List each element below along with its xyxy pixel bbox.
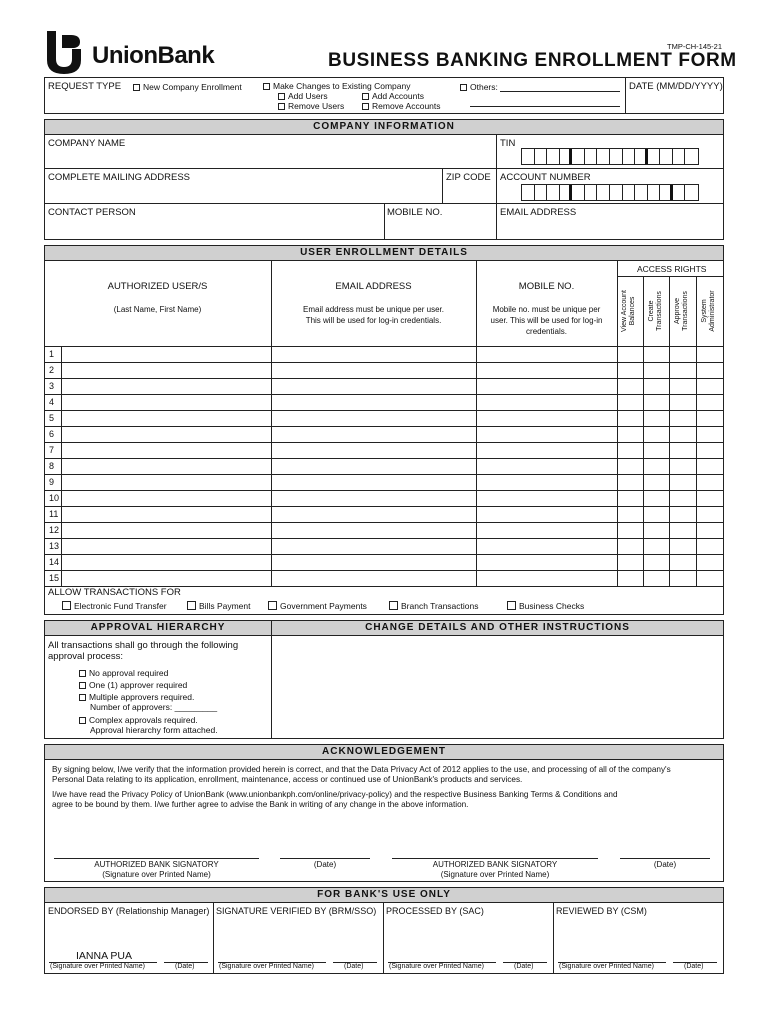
signatory-2-note: (Signature over Printed Name)	[440, 870, 550, 879]
approval-count[interactable]: Number of approvers: _________	[90, 702, 218, 712]
bank-date-note: (Date)	[175, 963, 195, 970]
date-label: DATE (MM/DD/YYYY)	[629, 81, 723, 92]
ack-header: ACKNOWLEDGEMENT	[44, 744, 724, 760]
row-number: 13	[49, 541, 60, 551]
mailing-address-label: COMPLETE MAILING ADDRESS	[48, 172, 191, 183]
approval-opt-none[interactable]: No approval required	[79, 668, 168, 678]
row-number: 10	[49, 493, 60, 503]
checkbox[interactable]	[79, 682, 86, 689]
checkbox[interactable]	[278, 103, 285, 110]
endorsed-by-label: ENDORSED BY (Relationship Manager)	[48, 906, 210, 916]
table-row[interactable]	[44, 506, 724, 507]
approval-complex-note: Approval hierarchy form attached.	[90, 725, 218, 735]
bank-signature-note: (Signature over Printed Name)	[559, 963, 654, 970]
col-email-label: EMAIL ADDRESS	[335, 281, 412, 292]
changes-box[interactable]	[271, 635, 724, 739]
approval-intro-2: approval process:	[48, 651, 123, 662]
new-company-option[interactable]: New Company Enrollment	[133, 82, 242, 92]
gov-option[interactable]: Government Payments	[268, 601, 367, 611]
remove-accounts-option[interactable]: Remove Accounts	[362, 101, 441, 111]
add-accounts-option[interactable]: Add Accounts	[362, 91, 424, 101]
account-number-label: ACCOUNT NUMBER	[500, 172, 591, 183]
checkbox[interactable]	[278, 93, 285, 100]
row-number: 14	[49, 557, 60, 567]
others-option[interactable]: Others:	[460, 82, 498, 92]
access-view-label: View Account Balances	[621, 290, 636, 332]
checkbox[interactable]	[460, 84, 467, 91]
others-line[interactable]	[500, 91, 620, 92]
endorser-name: IANNA PUA	[76, 950, 133, 962]
approval-opt-one[interactable]: One (1) approver required	[79, 680, 187, 690]
table-row[interactable]	[44, 362, 724, 363]
row-number: 5	[49, 413, 55, 423]
processed-by-label: PROCESSED BY (SAC)	[386, 906, 484, 916]
company-name-label: COMPANY NAME	[48, 138, 126, 149]
bills-option[interactable]: Bills Payment	[187, 601, 251, 611]
row-number: 12	[49, 525, 60, 535]
changes-header: CHANGE DETAILS AND OTHER INSTRUCTIONS	[271, 620, 724, 636]
row-number: 11	[49, 509, 59, 519]
user-enrollment-header: USER ENROLLMENT DETAILS	[44, 245, 724, 261]
checkbox[interactable]	[389, 601, 398, 610]
verified-by-label: SIGNATURE VERIFIED BY (BRM/SSO)	[216, 906, 377, 916]
table-row[interactable]	[44, 378, 724, 379]
tin-field[interactable]	[521, 148, 699, 165]
row-number: 1	[49, 349, 55, 359]
row-number: 7	[49, 445, 55, 455]
mobile-label: MOBILE NO.	[387, 207, 443, 218]
row-number: 9	[49, 477, 55, 487]
add-users-option[interactable]: Add Users	[278, 91, 328, 101]
checkbox[interactable]	[268, 601, 277, 610]
contact-person-label: CONTACT PERSON	[48, 207, 136, 218]
signatory-1-note: (Signature over Printed Name)	[102, 870, 211, 879]
eft-option[interactable]: Electronic Fund Transfer	[62, 601, 167, 611]
checkbox[interactable]	[362, 93, 369, 100]
ack-p2b: agree to be bound by them. I/we further agree to advise the Bank in writing of any change in the above information.	[52, 800, 469, 809]
form-code: TMP-CH-145-21	[666, 42, 722, 51]
table-row[interactable]	[44, 394, 724, 395]
col-email-note-2: This will be used for log-in credentials.	[305, 316, 442, 325]
bank-signature-note: (Signature over Printed Name)	[219, 963, 314, 970]
bank-signature-note: (Signature over Printed Name)	[50, 963, 145, 970]
row-number: 2	[49, 365, 55, 375]
form-title: BUSINESS BANKING ENROLLMENT FORM	[328, 50, 737, 71]
company-info-header: COMPANY INFORMATION	[44, 119, 724, 135]
date-2-label: (Date)	[653, 860, 677, 869]
access-rights-label: ACCESS RIGHTS	[637, 264, 707, 274]
col-user-note: (Last Name, First Name)	[113, 305, 202, 314]
checkbox[interactable]	[79, 694, 86, 701]
table-row[interactable]	[44, 458, 724, 459]
col-mobile-note-2: user. This will be used for log-in	[490, 316, 603, 325]
col-mobile-note-1: Mobile no. must be unique per	[492, 305, 601, 314]
checkbox[interactable]	[507, 601, 516, 610]
col-user-label: AUTHORIZED USER/S	[107, 281, 208, 292]
date-1-label: (Date)	[313, 860, 337, 869]
table-row[interactable]	[44, 522, 724, 523]
approval-intro-1: All transactions shall go through the following	[48, 640, 239, 651]
request-type-label: REQUEST TYPE	[48, 81, 122, 92]
checkbox[interactable]	[62, 601, 71, 610]
bank-date-note: (Date)	[684, 963, 704, 970]
brand-name: UnionBank	[92, 42, 215, 69]
row-number: 3	[49, 381, 55, 391]
row-number: 4	[49, 397, 55, 407]
branch-option[interactable]: Branch Transactions	[389, 601, 478, 611]
checkbox[interactable]	[79, 670, 86, 677]
col-email-note-1: Email address must be unique per user.	[303, 305, 444, 314]
row-number: 8	[49, 461, 55, 471]
ack-p2a: I/we have read the Privacy Policy of UnionBank (www.unionbankph.com/online/privacy-policy) and the respective Business Banking Terms & Conditions and	[52, 790, 618, 799]
table-row[interactable]	[44, 490, 724, 491]
table-row[interactable]	[44, 538, 724, 539]
access-admin-label: System Administrator	[701, 290, 716, 332]
checks-option[interactable]: Business Checks	[507, 601, 584, 611]
others-line-2[interactable]	[470, 106, 620, 107]
zip-code-label: ZIP CODE	[446, 172, 491, 183]
account-number-field[interactable]	[521, 184, 699, 201]
approval-opt-complex[interactable]: Complex approvals required.	[79, 715, 198, 725]
approval-opt-multiple[interactable]: Multiple approvers required.	[79, 692, 194, 702]
make-changes-option[interactable]: Make Changes to Existing Company	[263, 81, 411, 91]
table-row[interactable]	[44, 410, 724, 411]
table-row[interactable]	[44, 474, 724, 475]
access-approve-label: Approve Transactions	[674, 291, 689, 331]
bank-use-header: FOR BANK'S USE ONLY	[44, 887, 724, 903]
table-row[interactable]	[44, 570, 724, 571]
bank-signature-note: (Signature over Printed Name)	[389, 963, 484, 970]
ack-p1b: Personal Data relating to its application, enrollment, maintenance, access or continued use of UnionBank's products and services.	[52, 775, 523, 784]
table-row[interactable]	[44, 426, 724, 427]
access-create-label: Create Transactions	[648, 291, 663, 331]
checkbox[interactable]	[133, 84, 140, 91]
bank-date-note: (Date)	[344, 963, 364, 970]
table-row[interactable]	[44, 346, 724, 347]
remove-users-option[interactable]: Remove Users	[278, 101, 344, 111]
col-mobile-note-3: credentials.	[526, 327, 567, 336]
email-label: EMAIL ADDRESS	[500, 207, 577, 218]
table-row[interactable]	[44, 554, 724, 555]
checkbox[interactable]	[263, 83, 270, 90]
date-2-line[interactable]	[620, 858, 710, 859]
row-number: 6	[49, 429, 55, 439]
row-number: 15	[49, 573, 60, 583]
allow-transactions-label: ALLOW TRANSACTIONS FOR	[48, 587, 181, 598]
ack-p1a: By signing below, I/we verify that the information provided herein is correct, and that the Data Privacy Act of 2012 applies to the use, and processing of all of the company's	[52, 765, 671, 774]
reviewed-by-label: REVIEWED BY (CSM)	[556, 906, 647, 916]
signatory-2-line[interactable]	[392, 858, 598, 859]
signatory-1-line[interactable]	[54, 858, 259, 859]
unionbank-logo-icon	[44, 29, 84, 75]
logo	[44, 29, 84, 75]
bank-date-note: (Date)	[514, 963, 534, 970]
date-1-line[interactable]	[280, 858, 370, 859]
table-row[interactable]	[44, 442, 724, 443]
col-mobile-label: MOBILE NO.	[518, 281, 575, 292]
approval-header: APPROVAL HIERARCHY	[44, 620, 272, 636]
signatory-1-label: AUTHORIZED BANK SIGNATORY	[94, 860, 219, 869]
checkbox[interactable]	[79, 717, 86, 724]
signatory-2-label: AUTHORIZED BANK SIGNATORY	[432, 860, 558, 869]
tin-label: TIN	[500, 138, 516, 149]
checkbox[interactable]	[187, 601, 196, 610]
checkbox[interactable]	[362, 103, 369, 110]
